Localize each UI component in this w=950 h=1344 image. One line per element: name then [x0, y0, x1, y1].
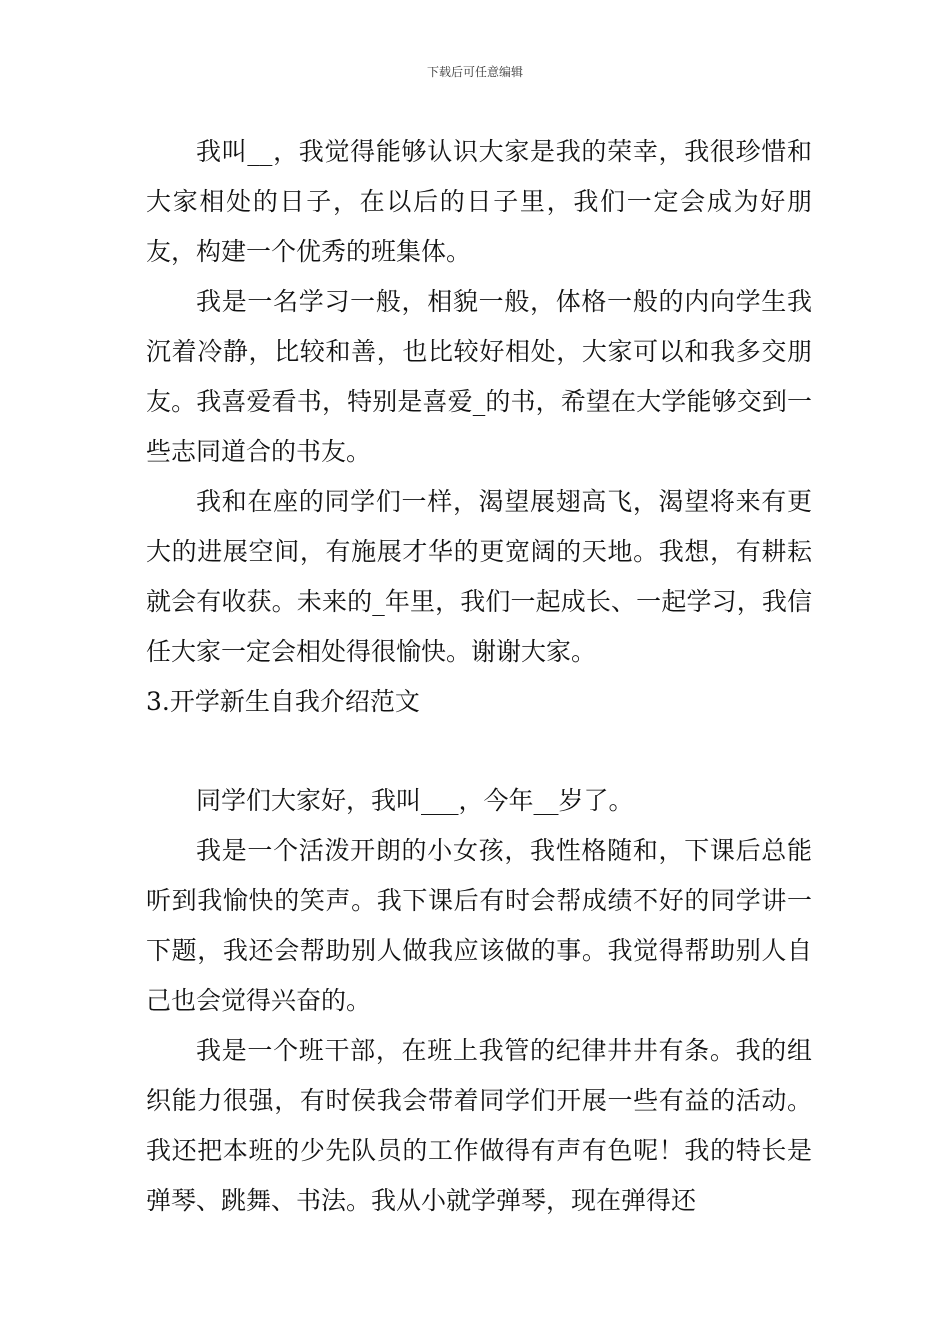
- paragraph-self-intro: 我叫__，我觉得能够认识大家是我的荣幸，我很珍惜和大家相处的日子，在以后的日子里，我们一定会成为好朋友，构建一个优秀的班集体。: [146, 137, 812, 266]
- paragraph-class-leader: 我是一个班干部，在班上我管的纪律井井有条。我的组织能力很强，有时侯我会带着同学们开展一些有益的活动。我还把本班的少先队员的工作做得有声有色呢！我的特长是弹琴、跳舞、书法。我从小就学弹琴，现在弹得还: [146, 1036, 812, 1215]
- paragraph-aspiration: 我和在座的同学们一样，渴望展翅高飞，渴望将来有更大的进展空间，有施展才华的更宽阔的天地。我想，有耕耘就会有收获。未来的_年里，我们一起成长、一起学习，我信任大家一定会相处得很愉快。谢谢大家。: [146, 487, 812, 666]
- section-heading: 3.开学新生自我介绍范文: [146, 687, 420, 716]
- paragraph-greeting: 同学们大家好，我叫___，今年__岁了。: [196, 786, 634, 815]
- section-spacer: [146, 727, 812, 776]
- document-body: [146, 127, 812, 1226]
- page-header: 下载后可任意编辑: [426, 65, 523, 79]
- paragraph-character: 我是一个活泼开朗的小女孩，我性格随和，下课后总能听到我愉快的笑声。我下课后有时会帮成绩不好的同学讲一下题，我还会帮助别人做我应该做的事。我觉得帮助别人自己也会觉得兴奋的。: [146, 836, 812, 1015]
- paragraph-personality: 我是一名学习一般，相貌一般，体格一般的内向学生我沉着冷静，比较和善，也比较好相处，大家可以和我多交朋友。我喜爱看书，特别是喜爱_的书，希望在大学能够交到一些志同道合的书友。: [146, 287, 812, 466]
